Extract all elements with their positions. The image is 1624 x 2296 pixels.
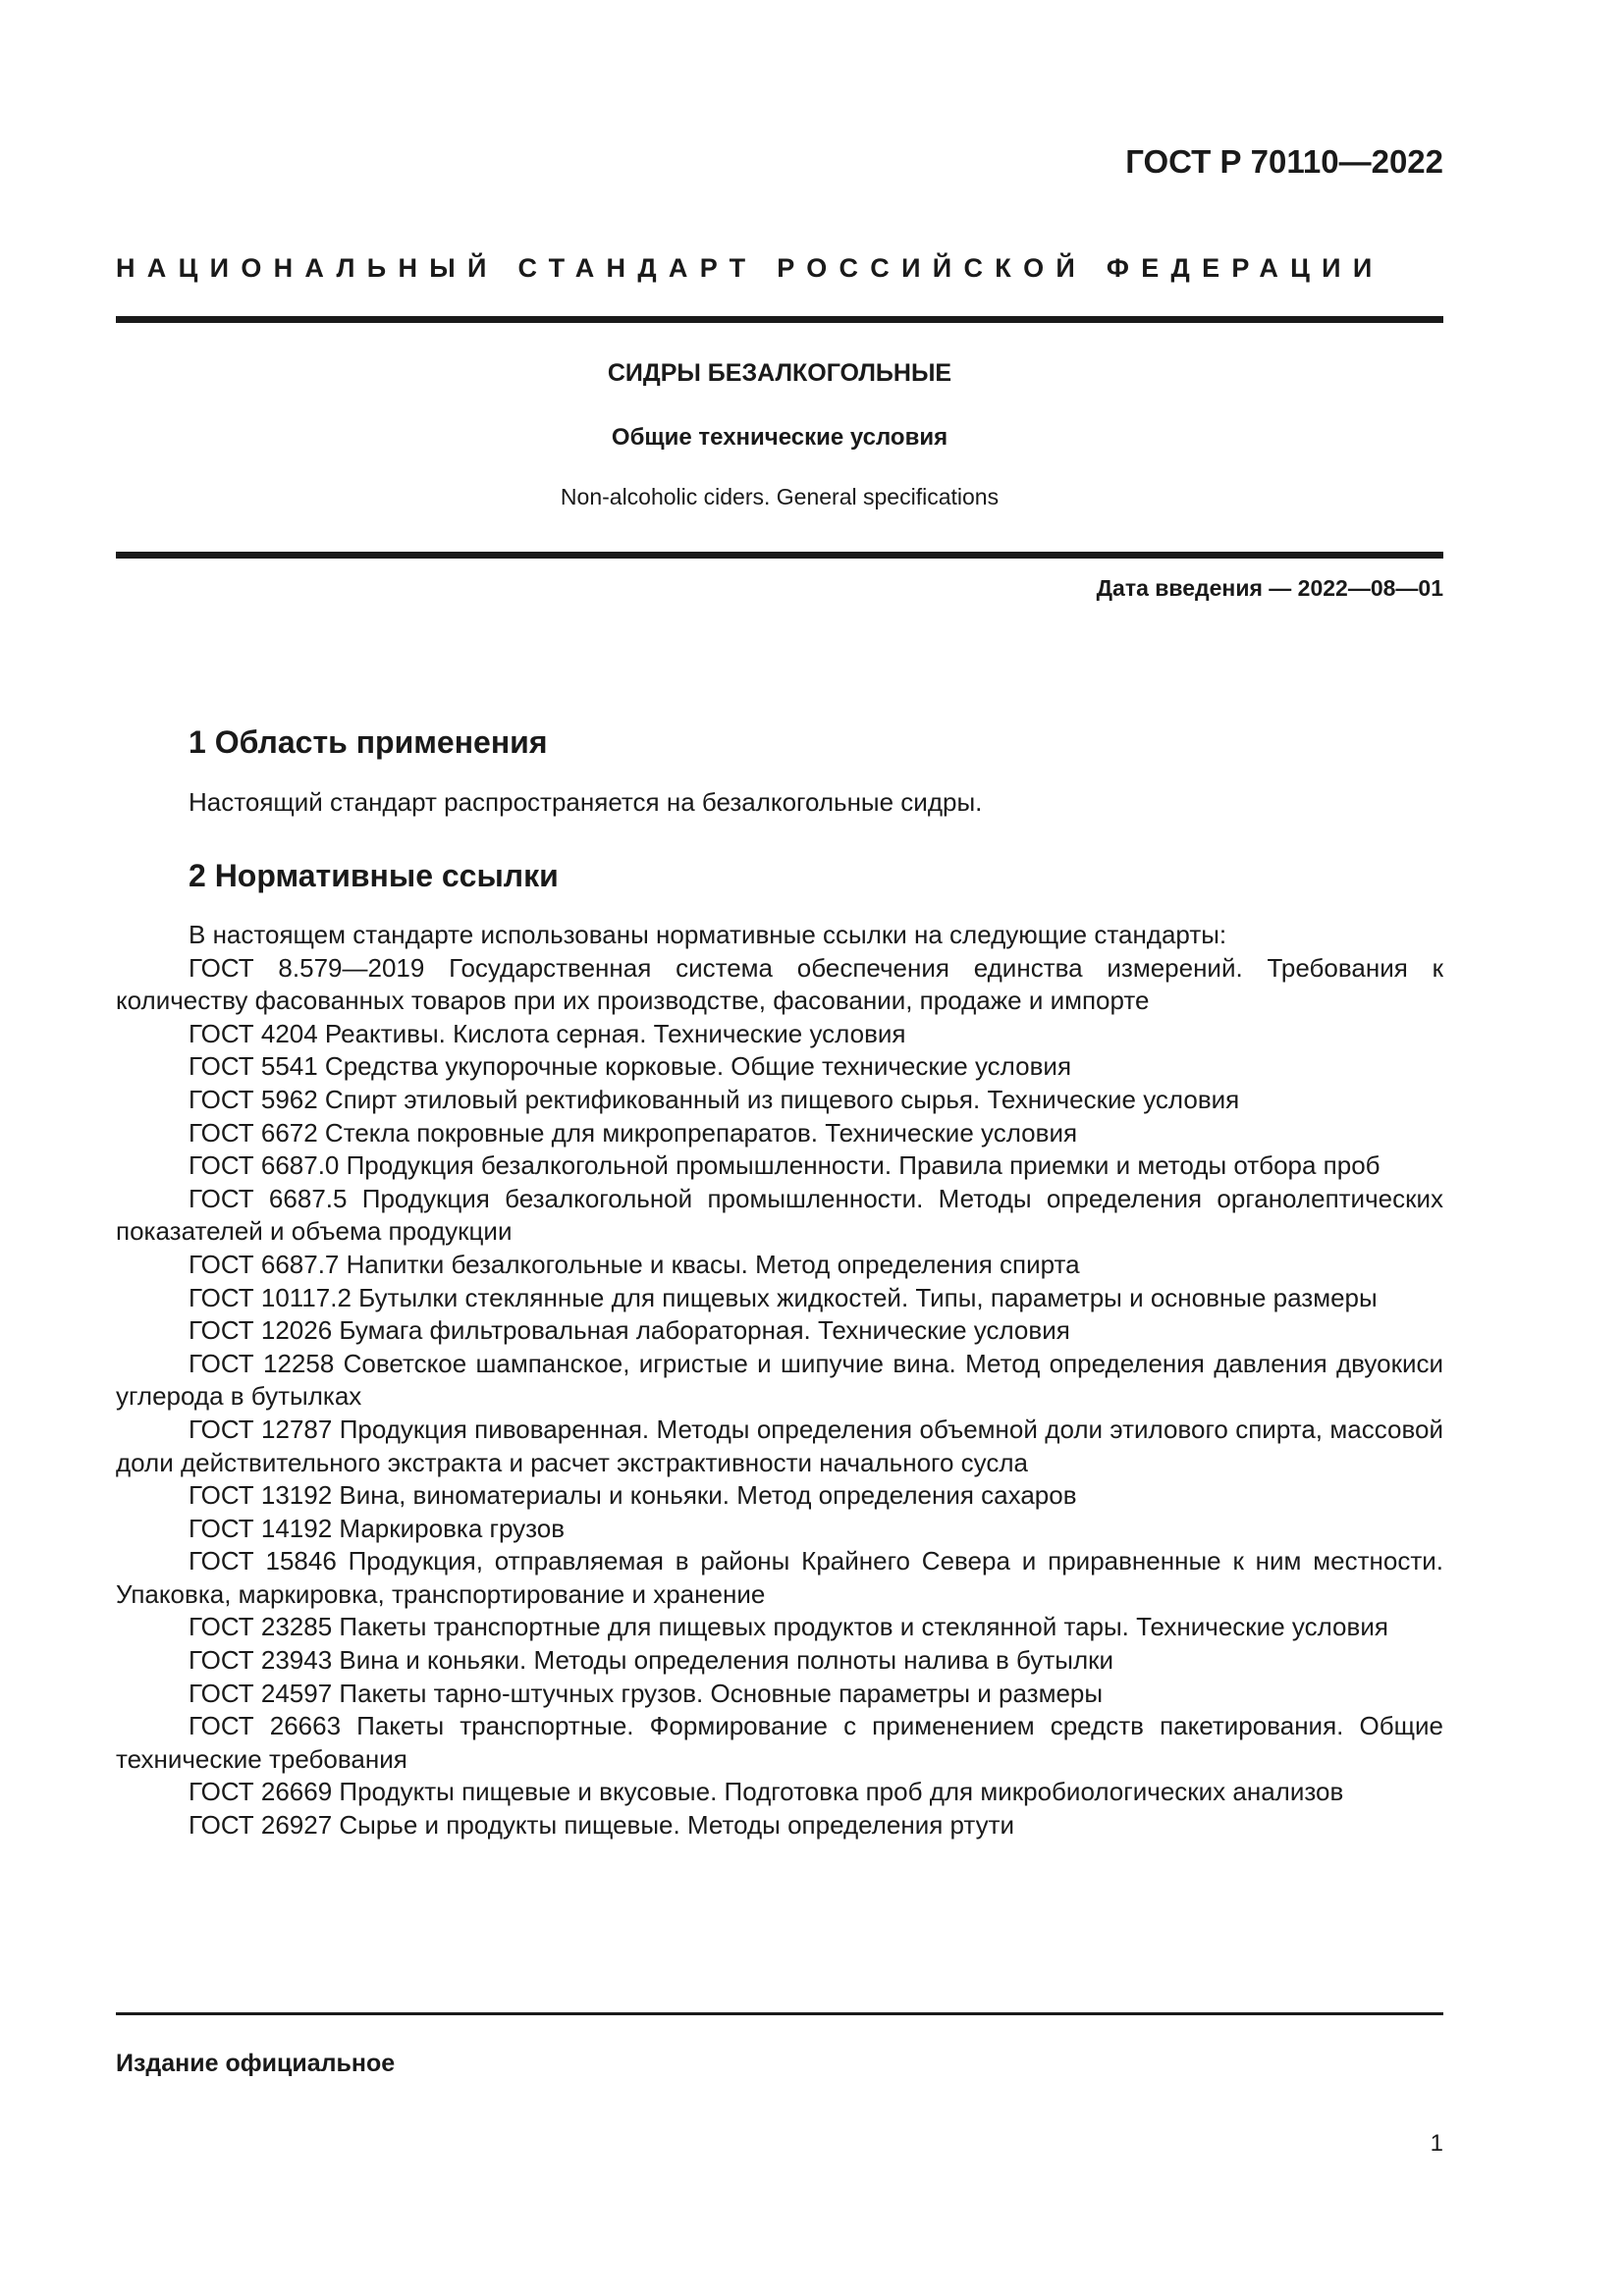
- scope-text: Настоящий стандарт распространяется на безалкогольные сидры.: [189, 787, 983, 817]
- reference-item: ГОСТ 4204 Реактивы. Кислота серная. Технические условия: [189, 1018, 906, 1048]
- reference-item: ГОСТ 26669 Продукты пищевые и вкусовые. Подготовка проб для микробиологических анализов: [189, 1777, 1344, 1807]
- reference-item: ГОСТ 15846 Продукция, отправляемая в районы Крайнего Севера и приравненные к ним местности. Упаковка, маркировка, транспортирование и хранение: [116, 1546, 1443, 1609]
- official-edition-label: Издание официальное: [116, 2050, 396, 2077]
- footer-rule: [116, 2012, 1443, 2015]
- reference-item: ГОСТ 6687.7 Напитки безалкогольные и квасы. Метод определения спирта: [189, 1249, 1080, 1279]
- reference-item: ГОСТ 12258 Советское шампанское, игристые и шипучие вина. Метод определения давления двуокиси углерода в бутылках: [116, 1348, 1443, 1412]
- reference-item: ГОСТ 6672 Стекла покровные для микропрепаратов. Технические условия: [189, 1117, 1078, 1148]
- reference-item: ГОСТ 14192 Маркировка грузов: [189, 1513, 566, 1543]
- reference-item: ГОСТ 23943 Вина и коньяки. Методы определения полноты налива в бутылки: [189, 1645, 1114, 1676]
- top-rule: [116, 316, 1443, 323]
- reference-item: ГОСТ 12787 Продукция пивоваренная. Методы определения объемной доли этилового спирта, массовой доли действительного экстракта и расчет экстрактивности начального сусла: [116, 1414, 1443, 1477]
- reference-item: ГОСТ 24597 Пакеты тарно-штучных грузов. Основные параметры и размеры: [189, 1678, 1104, 1708]
- section-heading-scope: 1 Область применения: [189, 724, 548, 760]
- document-title: СИДРЫ БЕЗАЛКОГОЛЬНЫЕ: [607, 359, 952, 387]
- reference-item: ГОСТ 8.579—2019 Государственная система обеспечения единства измерений. Требования к количеству фасованных товаров при их производстве, фасовании, продаже и импорте: [116, 952, 1443, 1016]
- introduction-date: Дата введения — 2022—08—01: [1096, 575, 1443, 601]
- reference-item: ГОСТ 6687.5 Продукция безалкогольной промышленности. Методы определения органолептических показателей и объема продукции: [116, 1183, 1443, 1247]
- national-standard-banner: НАЦИОНАЛЬНЫЙ СТАНДАРТ РОССИЙСКОЙ ФЕДЕРАЦИИ: [116, 253, 1384, 283]
- document-subtitle: Общие технические условия: [611, 424, 948, 451]
- references-intro: В настоящем стандарте использованы нормативные ссылки на следующие стандарты:: [189, 920, 1227, 949]
- reference-item: ГОСТ 13192 Вина, виноматериалы и коньяки. Метод определения сахаров: [189, 1480, 1077, 1511]
- normative-references-list: [116, 919, 1443, 1842]
- reference-item: ГОСТ 6687.0 Продукция безалкогольной промышленности. Правила приемки и методы отбора проб: [189, 1150, 1380, 1181]
- reference-item: ГОСТ 5541 Средства укупорочные корковые. Общие технические условия: [189, 1051, 1072, 1082]
- reference-item: ГОСТ 26927 Сырье и продукты пищевые. Методы определения ртути: [189, 1810, 1015, 1841]
- section-heading-references: 2 Нормативные ссылки: [189, 858, 559, 893]
- document-code: ГОСТ Р 70110—2022: [1125, 143, 1443, 180]
- document-title-english: Non-alcoholic ciders. General specifications: [560, 484, 1000, 509]
- title-rule: [116, 552, 1443, 559]
- reference-item: ГОСТ 10117.2 Бутылки стеклянные для пищевых жидкостей. Типы, параметры и основные размеры: [189, 1282, 1378, 1312]
- page-number: 1: [1430, 2130, 1443, 2157]
- reference-item: ГОСТ 12026 Бумага фильтровальная лабораторная. Технические условия: [189, 1315, 1070, 1346]
- reference-item: ГОСТ 23285 Пакеты транспортные для пищевых продуктов и стеклянной тары. Технические условия: [189, 1612, 1388, 1642]
- reference-item: ГОСТ 5962 Спирт этиловый ректификованный из пищевого сырья. Технические условия: [189, 1084, 1240, 1114]
- reference-item: ГОСТ 26663 Пакеты транспортные. Формирование с применением средств пакетирования. Общие технические требования: [116, 1711, 1443, 1774]
